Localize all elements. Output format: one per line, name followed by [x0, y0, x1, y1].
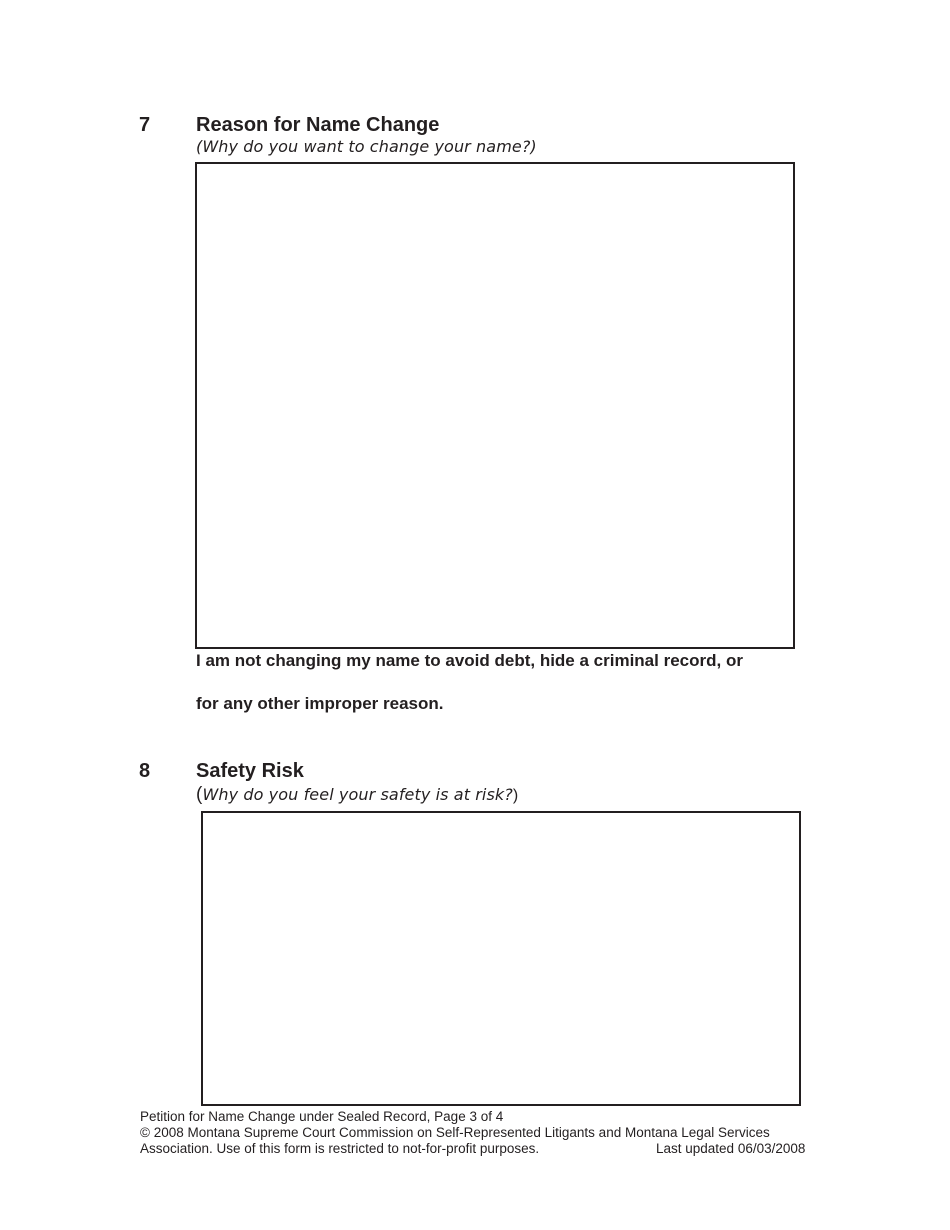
- section-8-title: Safety Risk: [196, 760, 304, 782]
- footer-usage: Association. Use of this form is restricted to not-for-profit purposes.: [140, 1141, 540, 1156]
- statement-line-1: I am not changing my name to avoid debt, hide a criminal record, or: [196, 651, 743, 670]
- safety-text-box[interactable]: [201, 811, 801, 1106]
- subtitle-close-paren: ): [512, 787, 519, 804]
- footer-form-title: Petition for Name Change under Sealed Record, Page 3 of 4: [140, 1109, 504, 1124]
- section-7-title: Reason for Name Change: [196, 114, 440, 136]
- section-8-subtitle: [196, 785, 518, 806]
- subtitle-text: Why do you feel your safety is at risk?: [202, 785, 513, 804]
- footer-copyright: © 2008 Montana Supreme Court Commission on Self-Represented Litigants and Montana Legal Services: [140, 1125, 770, 1140]
- reason-text-box[interactable]: [195, 162, 795, 649]
- section-8-number: 8: [139, 760, 151, 782]
- section-7-subtitle: (Why do you want to change your name?): [196, 137, 537, 156]
- footer-last-updated: Last updated 06/03/2008: [656, 1141, 806, 1156]
- subtitle-open-paren: (: [196, 784, 203, 805]
- section-7-number: 7: [139, 114, 151, 136]
- statement-line-2: for any other improper reason.: [196, 694, 444, 713]
